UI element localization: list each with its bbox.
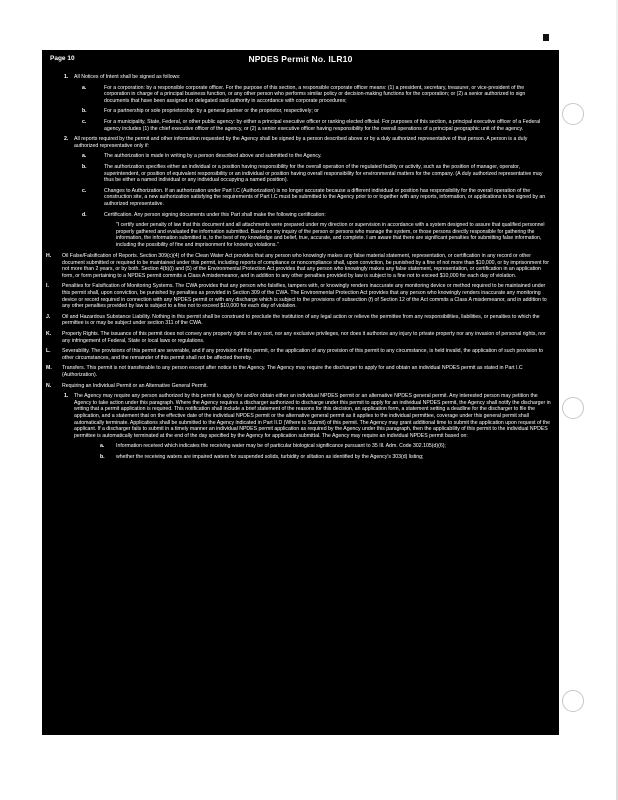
- section-text: For a partnership or sole proprietorship: by a general partner or the proprietor, respectively; or: [104, 108, 319, 115]
- section-text: Oil and Hazardous Substance Liability. Nothing in this permit shall be construed to preclude the institution of any legal action or relieve the permittee from any responsibilities, liabilities, or penalties to which the permittee is or may be subject under section 311 of the CWA.: [62, 313, 540, 327]
- section-label: 2.: [64, 136, 69, 143]
- section-item: [46, 283, 551, 310]
- section-label: J.: [46, 313, 51, 320]
- section-text: All reports required by the permit and other information requested by the Agency shall be signed by a person described above or by a duly authorized representative of that person. A person is a duly authorized representative only if:: [74, 136, 528, 149]
- section-text: Oil False/Falsification of Reports. Section 309(c)(4) of the Clean Water Act provides that any person who knowingly makes any false material statement, representation, or certification in any record or other document submitted or required to be maintained under this permit, including reports of compliance or noncompliance shall, upon conviction, be punished by a fine of not more than $10,000, or by imprisonment for not more than 2 years, or by both. Section 4(b)(i) and (5) of the Environmental Protection Act provides that any person who knowingly makes any false statement, representation, or certification in an application form, or form pertaining to a NPDES permit commits a Class A misdemeanor, and in addition to any other penalties provided by law is subject to a fine not to exceed $10,000 for each day of violation.: [62, 253, 550, 279]
- document-page: [42, 50, 559, 735]
- section-label: c.: [82, 187, 87, 194]
- punch-hole-bottom: [562, 690, 584, 712]
- section-text: "I certify under penalty of law that this document and all attachments were prepared under my direction or supervision in accordance with a system designed to assure that qualified personnel properly gathered and evaluated the information submitted. Based on my inquiry of the person or persons who manage the system, or those persons directly responsible for gathering the information, the information submitted is, to the best of my knowledge and belief, true, accurate, and complete. I am aware that there are significant penalties for submitting false information, including the possibility of fine and imprisonment for knowing violations.": [116, 222, 545, 248]
- scan-corner-mark: [543, 34, 549, 41]
- section-item: [50, 454, 551, 461]
- page-number: Page 10: [50, 55, 75, 62]
- section-item: [50, 443, 551, 450]
- section-label: a.: [82, 153, 87, 160]
- section-item: [46, 253, 551, 279]
- section-item: [50, 108, 551, 115]
- page-title: NPDES Permit No. ILR10: [248, 54, 353, 64]
- section-label: K.: [46, 331, 52, 338]
- document-body: [46, 74, 551, 461]
- section-text: Changes to Authorization. If an authorization under Part I.C (Authorization) is no longer accurate because a different individual or position has responsibility for the overall operation of the construction site, a new authorization satisfying the requirements of Part I.C must be submitted to the Agency prior to or together with any reports, information, or applications to be signed by an authorized representative.: [104, 187, 546, 207]
- section-label: c.: [82, 118, 87, 125]
- section-label: L.: [46, 348, 51, 355]
- section-label: 1.: [64, 393, 69, 400]
- section-label: b.: [82, 163, 87, 170]
- punch-hole-top: [562, 103, 584, 125]
- section-item: [46, 331, 551, 344]
- section-label: a.: [100, 443, 105, 450]
- section-text: Penalties for Falsification of Monitoring Systems. The CWA provides that any person who falsifies, tampers with, or knowingly renders inaccurate any monitoring device or method required to be maintained under this permit shall, upon conviction, be punished by penalties as provided in Section 309 of the CWA. The Environmental Protection Act provides that any person who knowingly renders inaccurate any monitoring device or record required in connection with any NPDES permit or with any discharge which is subject to the provisions of subsection (f) of Section 12 of the Act commits a Class A misdemeanor, and in addition to any other penalties provided by law is subject to a fine not to exceed $10,000 for each day of violation.: [62, 283, 547, 310]
- section-text: Property Rights. The issuance of this permit does not convey any property rights of any sort, nor any exclusive privileges, nor does it authorize any injury to private property nor any invasion of personal rights, nor any infringement of Federal, State or local laws or regulations.: [62, 331, 546, 344]
- section-item: [50, 136, 551, 149]
- section-label: b.: [100, 453, 105, 460]
- section-label: H.: [46, 253, 52, 260]
- section-text: For a corporation: by a responsible corporate officer. For the purpose of this section, a responsible corporate officer means: (1) a president, secretary, treasurer, or vice-president of the corporation in charge of a principal business function, or any other person who performs similar policy or decision-making functions for the corporation; or (2) a senior authorized to sign documents that have been assigned or delegated said authority in accordance with corporate procedures;: [104, 84, 526, 104]
- section-item: [46, 382, 551, 390]
- section-label: a.: [82, 84, 87, 91]
- section-label: b.: [82, 108, 87, 115]
- section-text: Certification. Any person signing documents under this Part shall make the following certification:: [104, 211, 326, 218]
- section-text: The authorization is made in writing by a person described above and submitted to the Agency.: [104, 153, 322, 160]
- section-item: [50, 85, 551, 105]
- page-header: [50, 55, 551, 68]
- section-text: Requiring an Individual Permit or an Alternative General Permit.: [62, 382, 208, 389]
- section-item: [46, 365, 551, 378]
- section-text: For a municipality, State, Federal, or other public agency: by either a principal executive officer or ranking elected official. For purposes of this section, a principal executive officer of a Federal agency includes (1) the chief executive officer of the agency, or (2) a senior executive officer having responsibility for the overall operations of a principal geographic unit of the agency.: [104, 118, 541, 132]
- section-item: [50, 222, 551, 248]
- section-text: Information received which indicates the receiving water may be of particular biological significance pursuant to 35 Ill. Adm. Code 302.105(d)(6);: [116, 443, 446, 450]
- section-item: [50, 164, 551, 184]
- section-text: Severability. The provisions of this permit are severable, and if any provision of this permit, or the application of any provision of this permit to any circumstance, is held invalid, the application of such provision to other circumstances, and the remainder of this permit shall not be affected thereby.: [62, 348, 544, 361]
- section-item: [50, 153, 551, 160]
- section-item: [50, 74, 551, 81]
- section-text: Transfers. This permit is not transferable to any person except after notice to the Agency. The Agency may require the discharger to apply for and obtain an individual NPDES permit as stated in Part I.C (Authorization).: [62, 365, 523, 378]
- section-item: [50, 393, 551, 439]
- section-item: [46, 348, 551, 361]
- section-item: [46, 313, 551, 327]
- section-label: M.: [46, 365, 52, 372]
- section-text: All Notices of Intent shall be signed as follows:: [74, 74, 181, 80]
- section-text: The authorization specifies either an individual or a position having responsibility for the overall operation of the regulated facility or activity, such as the position of manager, operator, superintendent, or position of equivalent responsibility or an individual or position having overall responsibility for environmental matters for the company. (A duly authorized representative may thus be either a named individual or any individual occupying a named position).: [104, 163, 543, 184]
- section-label: N.: [46, 382, 52, 389]
- section-text: The Agency may require any person authorized by this permit to apply for and/or obtain either an individual NPDES permit or an alternative NPDES general permit. Any interested person may petition the Agency to take action under this paragraph. Where the Agency requires a discharger authorized to discharge under this permit to apply for an individual NPDES permit, the Agency shall notify the discharger in writing that a permit application is required. This notification shall include a brief statement of the reasons for this decision, an application form, a statement setting a deadline for the discharger to file the application, and a statement that on the effective date of the individual NPDES permit or the alternative general permit as it applies to the individual permittee, coverage under this general permit shall automatically terminate. Applications shall be submitted to the Agency indicated in Part II.D (Where to Submit) of this permit. The Agency may grant additional time to submit the application upon request of the applicant. If a discharger fails to submit in a timely manner an individual NPDES permit application as required by the Agency under this paragraph, then the applicability of this permit to the individual NPDES permittee is automatically terminated at the end of the day specified by the Agency for application submittal. The Agency may require an individual NPDES permit based on:: [74, 393, 551, 439]
- section-label: I.: [46, 283, 49, 290]
- section-item: [50, 188, 551, 208]
- section-item: [50, 119, 551, 132]
- punch-hole-middle: [562, 397, 584, 419]
- section-label: d.: [82, 211, 87, 218]
- section-item: [50, 212, 551, 219]
- section-text: whether the receiving waters are impaired waters for suspended solids, turbidity or siltation as identified by the Agency's 303(d) listing;: [116, 453, 424, 460]
- section-label: 1.: [64, 74, 69, 80]
